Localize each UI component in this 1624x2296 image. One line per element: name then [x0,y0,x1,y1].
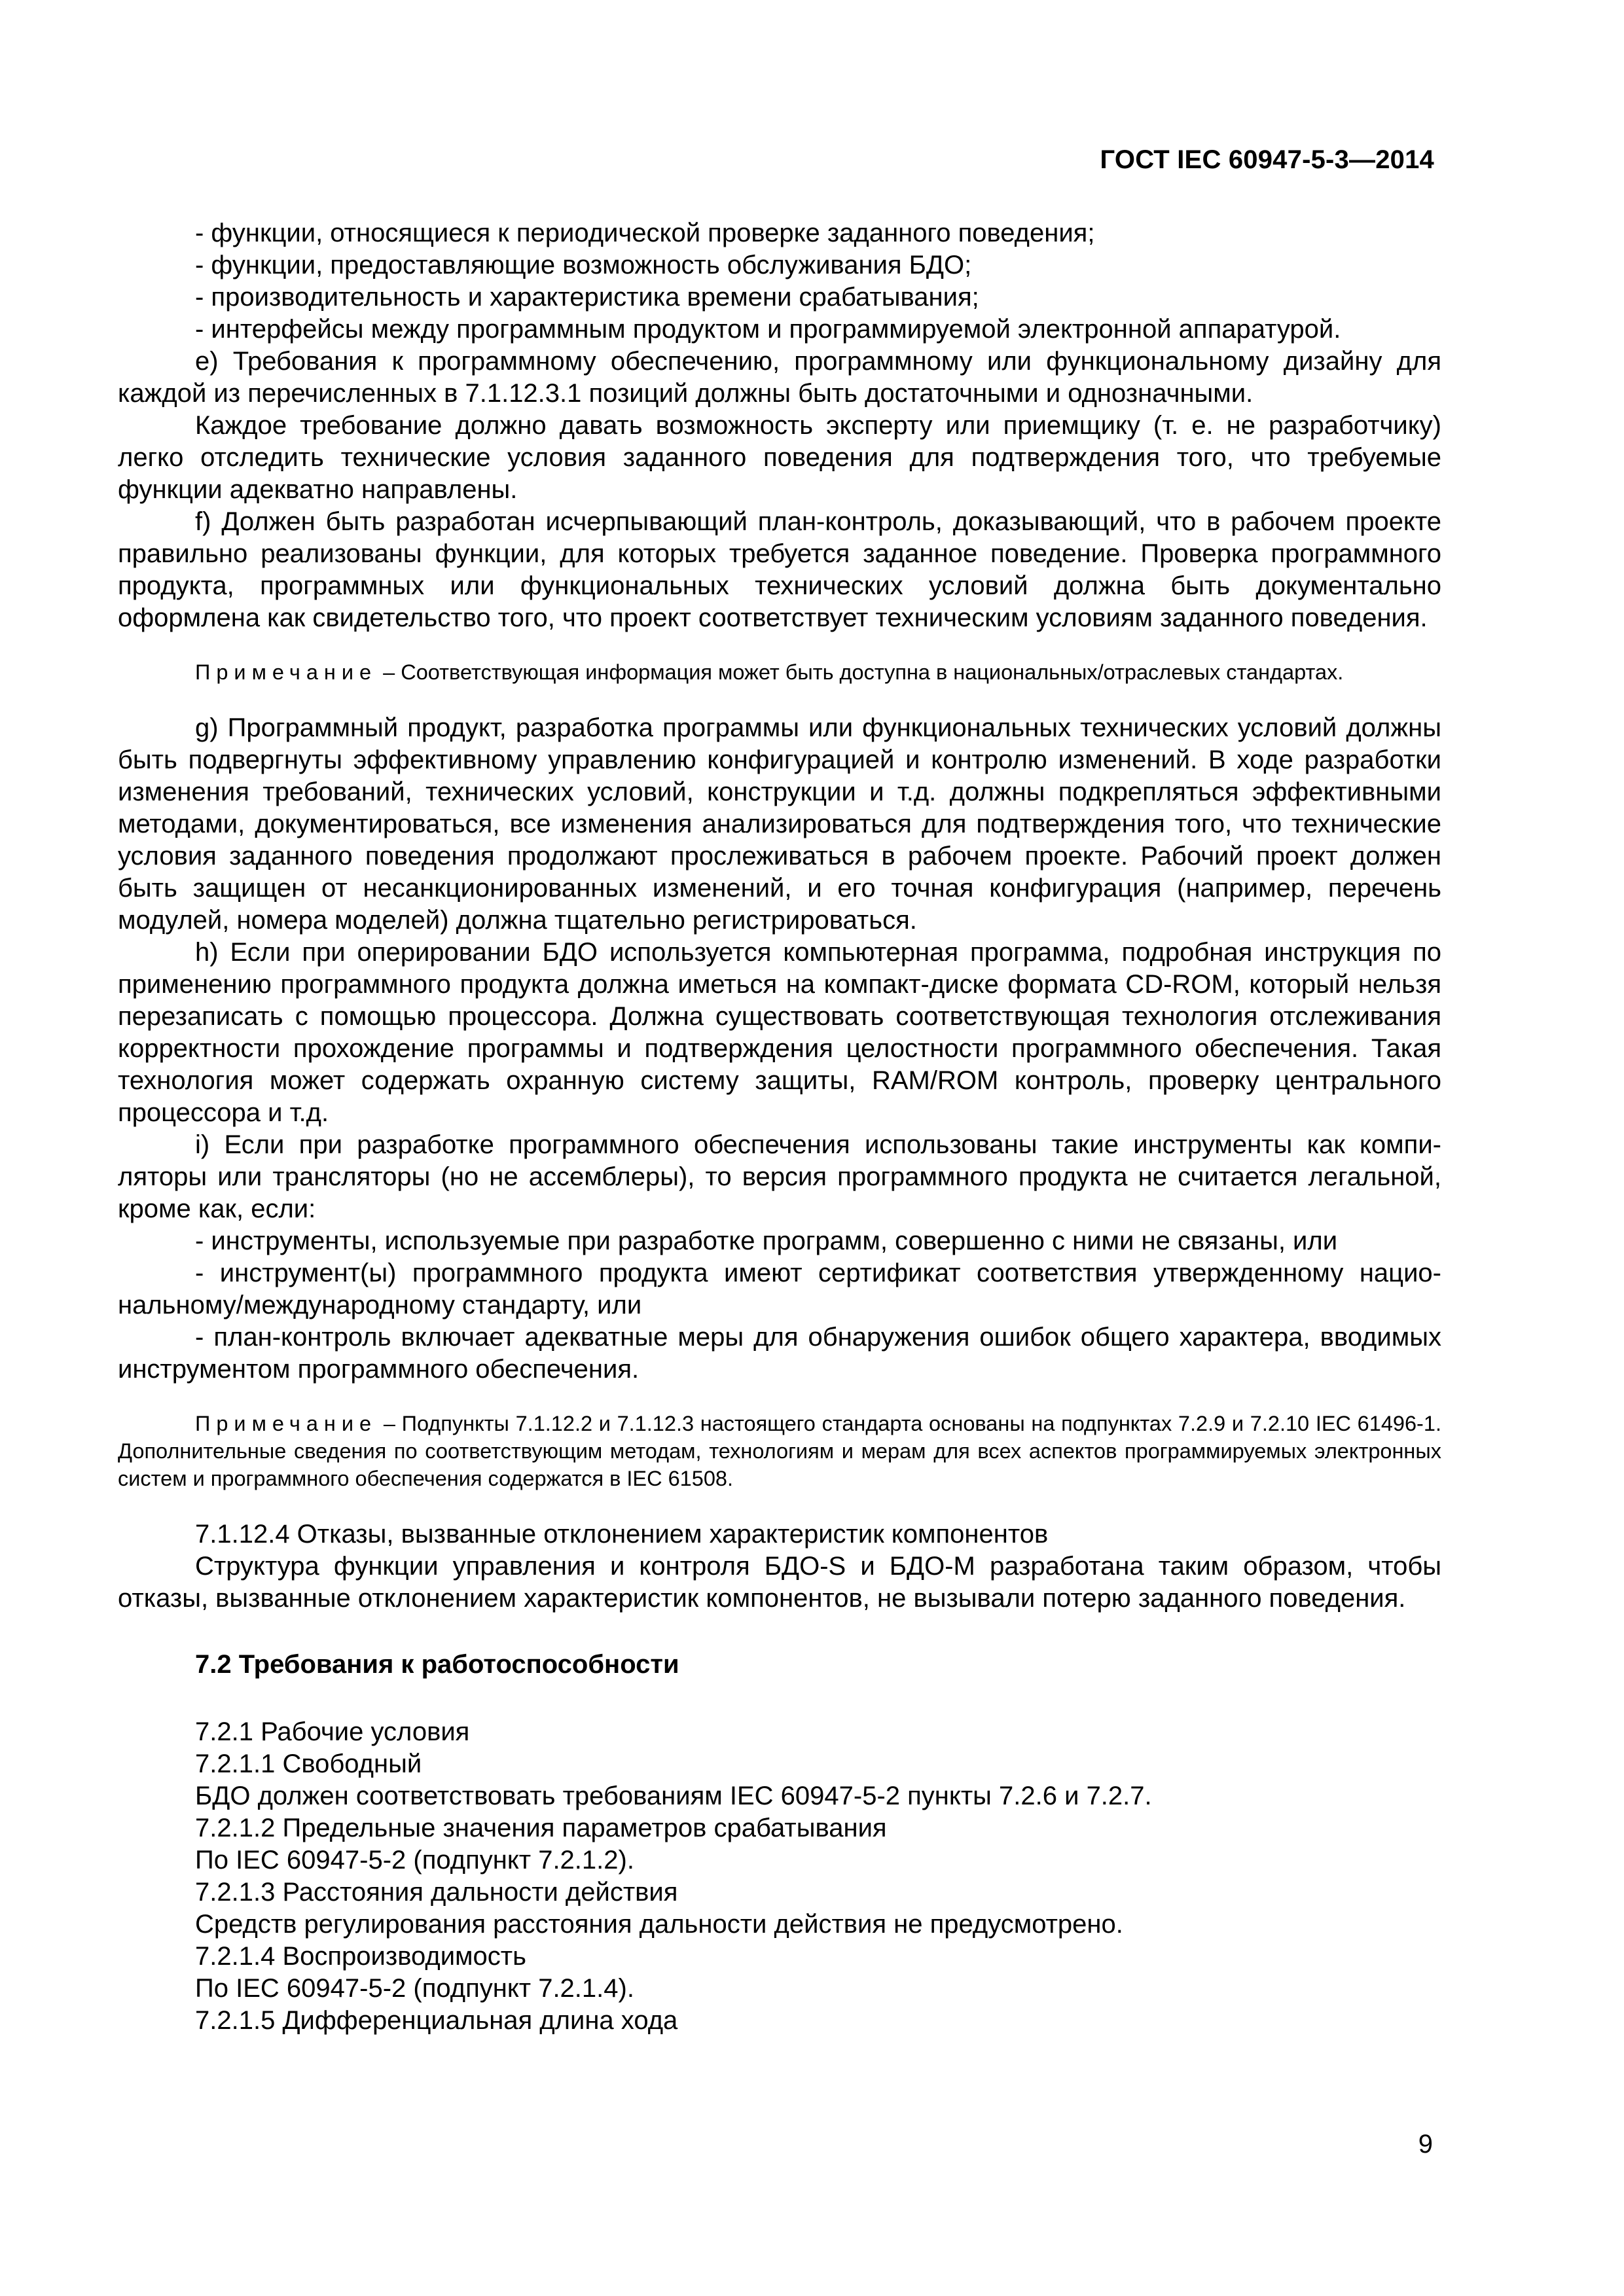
section-line: 7.2.1.2 Предельные значения параметров срабатывания [195,1814,887,1842]
list-item: - интерфейсы между программным продуктом и программируемой электронной аппаратурой. [195,315,1341,344]
section-line: По IEC 60947-5-2 (подпункт 7.2.1.2). [195,1846,634,1874]
clause-title: 7.1.12.4 Отказы, вызванные отклонением характеристик компонентов [195,1520,1049,1549]
paragraph-i: i) Если при разработке программного обеспечения использованы такие инструменты как компиляторы или трансляторы (но не ассемблеры), то версия программного продукта не считается легальной, кроме как, если: [118,1130,1441,1223]
paragraph-h: h) Если при оперировании БДО используется компьютерная программа, подробная инструкция по применению программного продукта должна иметься на компакт-диске формата CD-ROM, который нельзя перезаписать с помощью процессора. Должна существовать соответствующая технология отслеживания корректности прохождение программы и подтверждения целостности программного обеспечения. Такая технология может содержать охранную систему защиты, RAM/ROM контроль, проверку центрального процессора и т.д. [118,938,1441,1127]
list-item: - функции, относящиеся к периодической проверке заданного поведения; [195,219,1095,247]
list-item: - функции, предоставляющие возможность обслуживания БДО; [195,251,972,279]
note-text: – Подпункты 7.1.12.2 и 7.1.12.3 настоящего стандарта основаны на подпунктах 7.2.9 и 7.2.10 IEC 61496-1. Дополнительные сведения по соответствующим методам, технологиям и мерам для всех аспектов программируемых электронных систем и программного обеспечения содержатся в IEC 61508. [118,1412,1441,1490]
list-item: - производительность и характеристика времени срабатывания; [195,283,979,312]
page-number: 9 [1418,2130,1433,2159]
list-item: - план-контроль включает адекватные меры для обнаружения ошибок общего характера, вводимых инструментом программного обеспечения. [118,1323,1441,1384]
note-label: Примечание [195,660,378,684]
note-text: – Соответствующая информация может быть доступна в национальных/отраслевых стандартах. [377,660,1344,684]
paragraph-g: g) Программный продукт, разработка программы или функциональных технических условий должны быть подвергнуты эффективному управлению конфигурацией и контролю изменений. В ходе разработки изменения требований, технических условий, конструкции и т.д. должны подкрепляться эффективными методами, документироваться, все изменения анализироваться для подтверждения того, что технические условия заданного поведения продолжают прослеживаться в рабочем проекте. Рабочий проект должен быть защищен от несанкционированных изменений, и его точная конфигурация (например, перечень модулей, номера моделей) должна тщательно регистрироваться. [118,713,1441,935]
section-line: 7.2.1.5 Дифференциальная длина хода [195,2006,678,2035]
section-line: 7.2.1.1 Свободный [195,1749,422,1778]
running-header: ГОСТ IEC 60947-5-3—2014 [1100,145,1434,174]
section-line: БДО должен соответствовать требованиям IEC 60947-5-2 пункты 7.2.6 и 7.2.7. [195,1782,1152,1810]
section-line: 7.2.1.4 Воспроизводимость [195,1942,526,1971]
paragraph-f: f) Должен быть разработан исчерпывающий план-контроль, доказывающий, что в рабочем проекте правильно реализованы функции, для которых требуется заданное поведение. Проверка программного продукта, программных или функциональных технических условий должна быть документально оформлена как свидетельство того, что проект соответствует техническим условиям заданного поведения. [118,507,1441,632]
page-body [118,217,1441,2037]
note-2 [118,1410,1441,1492]
note-1 [118,658,1441,686]
section-line: 7.2.1 Рабочие условия [195,1717,470,1746]
section-line: Средств регулирования расстояния дальности действия не предусмотрено. [195,1910,1123,1939]
list-item: - инструменты, используемые при разработке программ, совершенно с ними не связаны, или [195,1227,1338,1255]
paragraph-e: е) Требования к программному обеспечению, программному или функциональному дизайну для каждой из перечисленных в 7.1.12.3.1 позиций должны быть достаточными и однозначными. [118,347,1441,408]
paragraph-e-continuation: Каждое требование должно давать возможность эксперту или приемщику (т. е. не разработчику) легко отследить технические условия заданного поведения для подтверждения того, что требуемые функции адекватно направлены. [118,411,1441,504]
list-item: - инструмент(ы) программного продукта имеют сертификат соответствия утвержденному национальному/международному стандарту, или [118,1259,1441,1319]
section-heading: 7.2 Требования к работоспособности [195,1650,679,1679]
section-line: По IEC 60947-5-2 (подпункт 7.2.1.4). [195,1974,634,2003]
clause-text: Структура функции управления и контроля БДО-S и БДО-M разработана таким образом, чтобы отказы, вызванные отклонением характеристик компонентов, не вызывали потерю заданного поведения. [118,1552,1441,1613]
note-label: Примечание [195,1412,378,1435]
section-line: 7.2.1.3 Расстояния дальности действия [195,1878,678,1907]
